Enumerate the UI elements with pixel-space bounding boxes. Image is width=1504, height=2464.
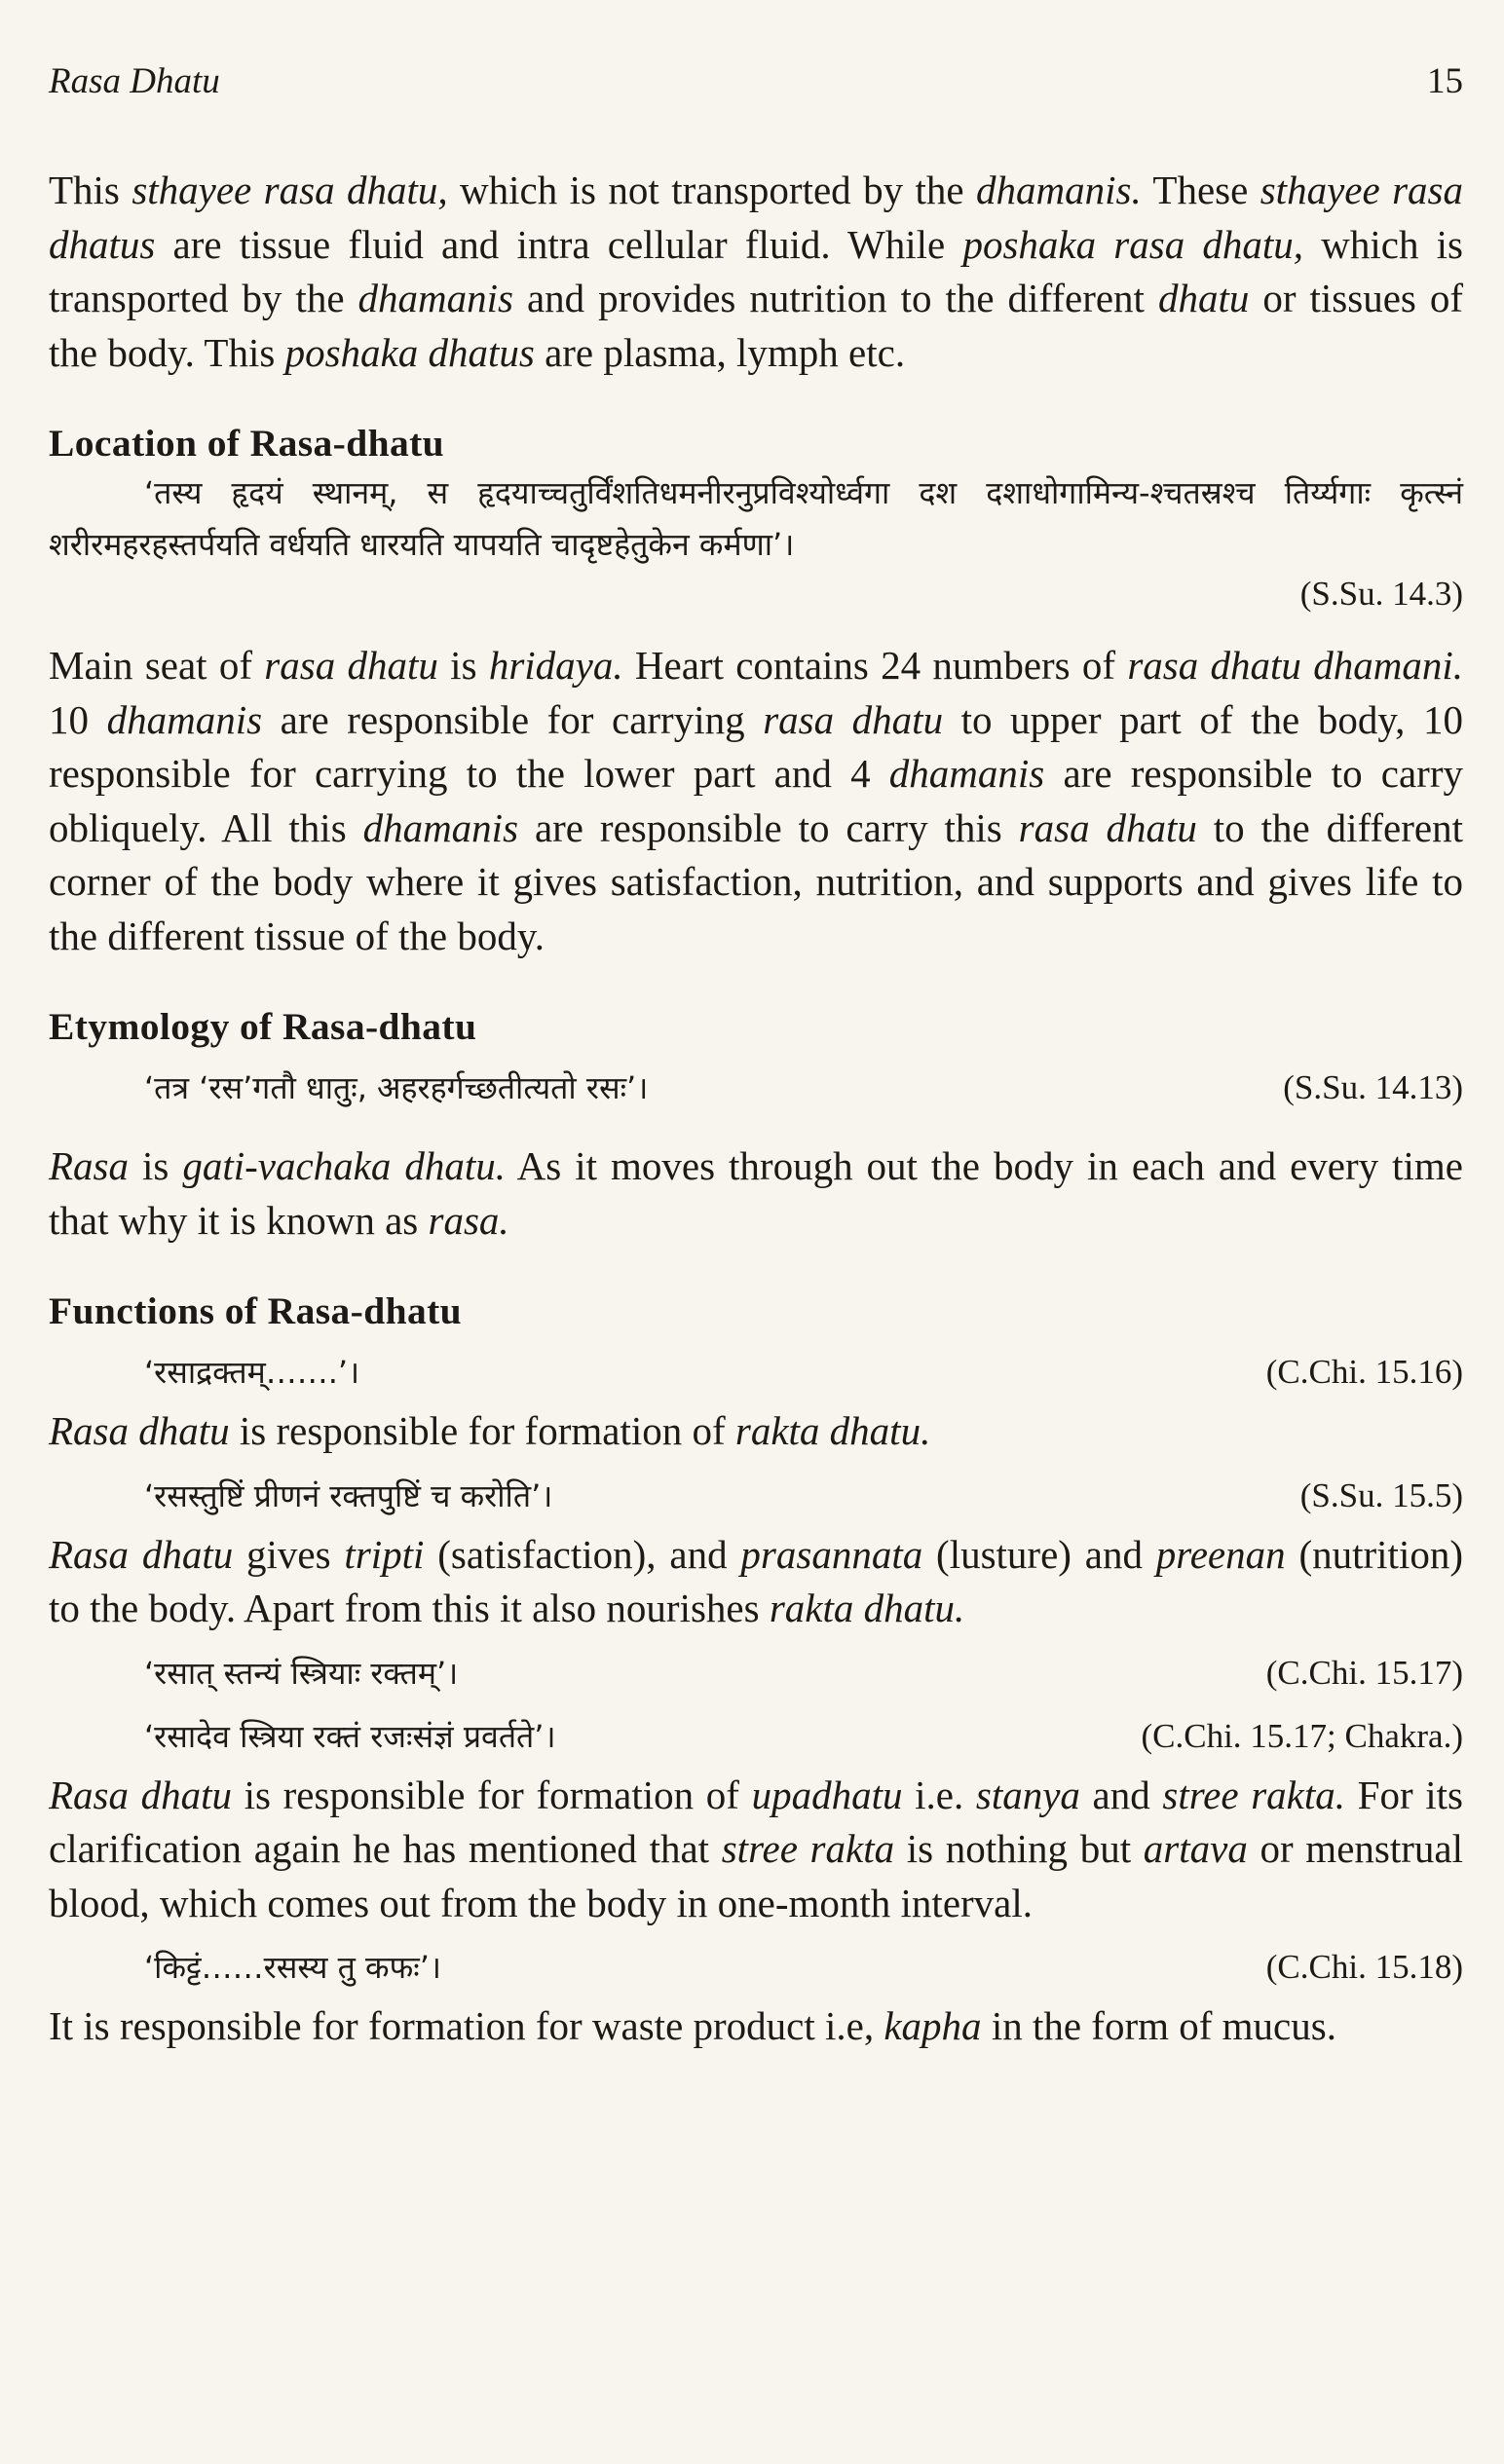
- italic-term: rakta dhatu.: [769, 1586, 965, 1630]
- italic-term: stree rakta.: [1162, 1772, 1346, 1817]
- italic-term: Rasa dhatu: [49, 1408, 230, 1453]
- italic-term: poshaka dhatus: [284, 329, 535, 375]
- page-number: 15: [1427, 61, 1463, 101]
- verse-reference-location: (S.Su. 14.3): [1299, 575, 1463, 613]
- italic-term: kapha: [884, 2003, 982, 2048]
- verse-reference-function: (C.Chi. 15.16): [1265, 1353, 1463, 1391]
- running-title: Rasa Dhatu: [49, 61, 220, 101]
- italic-term: dhatu: [1157, 276, 1250, 320]
- italic-term: Rasa: [49, 1143, 129, 1188]
- italic-term: rasa dhatu dhamani.: [1127, 643, 1463, 688]
- italic-term: stanya: [975, 1772, 1080, 1817]
- sanskrit-verse-location: ‘तस्य हृदयं स्थानम्, स हृदयाच्चतुर्विंशतिधमनीरनुप्रविश्योर्ध्वगा दश दशाधोगामिन्य-श्चतस्रश्च तिर्य्यगाः कृत्स्नं शरीरमहरहस्तर्पयति वर्धयति धारयति यापयति चादृष्टहेतुकेन कर्मणा’।: [49, 474, 1463, 563]
- sanskrit-verse-function: ‘रसस्तुष्टिं प्रीणनं रक्तपुष्टिं च करोति’।: [144, 1476, 553, 1514]
- italic-term: tripti: [344, 1531, 425, 1577]
- location-paragraph: Main seat of rasa dhatu is hridaya. Heart contains 24 numbers of rasa dhatu dhamani. 10 dhamanis are responsible for carrying rasa dhatu to upper part of the body, 10 responsible for carrying to the lower part and 4 dhamanis are responsible to carry obliquely. All this dhamanis are responsible to carry this rasa dhatu to the different corner of the body where it gives satisfaction, nutrition, and supports and gives life to the different tissue of the body.: [49, 643, 1463, 958]
- italic-term: dhamanis: [106, 696, 263, 742]
- function-paragraph: Rasa dhatu is responsible for formation of upadhatu i.e. stanya and stree rakta. For its clarification again he has mentioned that stree rakta is nothing but artava or menstrual blood, which comes out from the body in one-month interval.: [49, 1772, 1463, 1925]
- italic-term: rakta dhatu.: [734, 1408, 931, 1453]
- sanskrit-verse-function: ‘किट्टं……रसस्य तु कफः’।: [144, 1949, 442, 1986]
- sanskrit-verse-function: ‘रसात् स्तन्यं स्त्रियाः रक्तम्’।: [144, 1654, 459, 1692]
- italic-term: rasa dhatu: [264, 643, 438, 688]
- function-paragraph: Rasa dhatu gives tripti (satisfaction), and prasannata (lusture) and preenan (nutrition) to the body. Apart from this it also nourishes rakta dhatu.: [49, 1531, 1463, 1630]
- italic-term: dhamanis.: [976, 168, 1142, 212]
- etymology-paragraph: Rasa is gati-vachaka dhatu. As it moves through out the body in each and every time that why it is known as rasa.: [49, 1143, 1463, 1243]
- italic-term: sthayee rasa dhatu,: [132, 168, 448, 212]
- verse-row-function: [49, 1648, 1463, 1699]
- italic-term: dhamanis: [888, 751, 1045, 796]
- function-paragraph: Rasa dhatu is responsible for formation of rakta dhatu.: [49, 1408, 931, 1453]
- italic-term: preenan: [1155, 1531, 1286, 1577]
- verse-row-etymology: [49, 1063, 1463, 1114]
- verse-reference-function: (C.Chi. 15.17; Chakra.): [1141, 1716, 1463, 1755]
- italic-term: stree rakta: [721, 1826, 895, 1871]
- italic-term: Rasa dhatu: [49, 1531, 234, 1577]
- verse-row-function: [49, 1711, 1463, 1763]
- italic-term: dhamanis: [357, 276, 513, 320]
- italic-term: rasa.: [428, 1197, 509, 1243]
- italic-term: poshaka rasa dhatu,: [962, 221, 1304, 267]
- verse-reference-function: (C.Chi. 15.18): [1265, 1948, 1463, 1986]
- verse-row-function: [49, 1347, 1463, 1399]
- italic-term: rasa dhatu: [1018, 804, 1197, 850]
- intro-paragraph: This sthayee rasa dhatu, which is not transported by the dhamanis. These sthayee rasa dhatus are tissue fluid and intra cellular fluid. While poshaka rasa dhatu, which is transported by the dhamanis and provides nutrition to the different dhatu or tissues of the body. This poshaka dhatus are plasma, lymph etc.: [49, 168, 1464, 375]
- section-heading-functions: Functions of Rasa-dhatu: [49, 1289, 463, 1332]
- verse-row-function: [49, 1942, 1463, 1994]
- italic-term: gati-vachaka dhatu.: [182, 1143, 506, 1188]
- italic-term: upadhatu: [751, 1772, 903, 1817]
- verse-reference-function: (C.Chi. 15.17): [1265, 1653, 1463, 1692]
- italic-term: hridaya.: [488, 643, 623, 688]
- italic-term: dhamanis: [362, 804, 519, 850]
- sanskrit-verse-function: ‘रसादेव स्त्रिया रक्तं रजःसंज्ञं प्रवर्तते’।: [144, 1717, 556, 1755]
- functions-list: [49, 1347, 1463, 2054]
- function-paragraph: It is responsible for formation for waste product i.e, kapha in the form of mucus.: [49, 2003, 1336, 2048]
- italic-term: artava: [1143, 1826, 1248, 1871]
- verse-row-function: [49, 1471, 1463, 1522]
- italic-term: Rasa dhatu: [49, 1772, 233, 1817]
- italic-term: rasa dhatu: [763, 696, 944, 742]
- verse-reference-etymology: (S.Su. 14.13): [1283, 1068, 1463, 1106]
- sanskrit-verse-etymology: ‘तत्र ‘रस’गतौ धातुः, अहरहर्गच्छतीत्यतो रसः’।: [144, 1069, 649, 1106]
- page-header: [49, 0, 1463, 138]
- section-heading-etymology: Etymology of Rasa-dhatu: [49, 1005, 477, 1048]
- verse-reference-function: (S.Su. 15.5): [1299, 1475, 1463, 1514]
- italic-term: sthayee rasa dhatus: [49, 168, 1463, 267]
- section-heading-location: Location of Rasa-dhatu: [49, 422, 445, 465]
- italic-term: prasannata: [740, 1531, 923, 1577]
- sanskrit-verse-function: ‘रसाद्रक्तम्…….’।: [144, 1354, 360, 1391]
